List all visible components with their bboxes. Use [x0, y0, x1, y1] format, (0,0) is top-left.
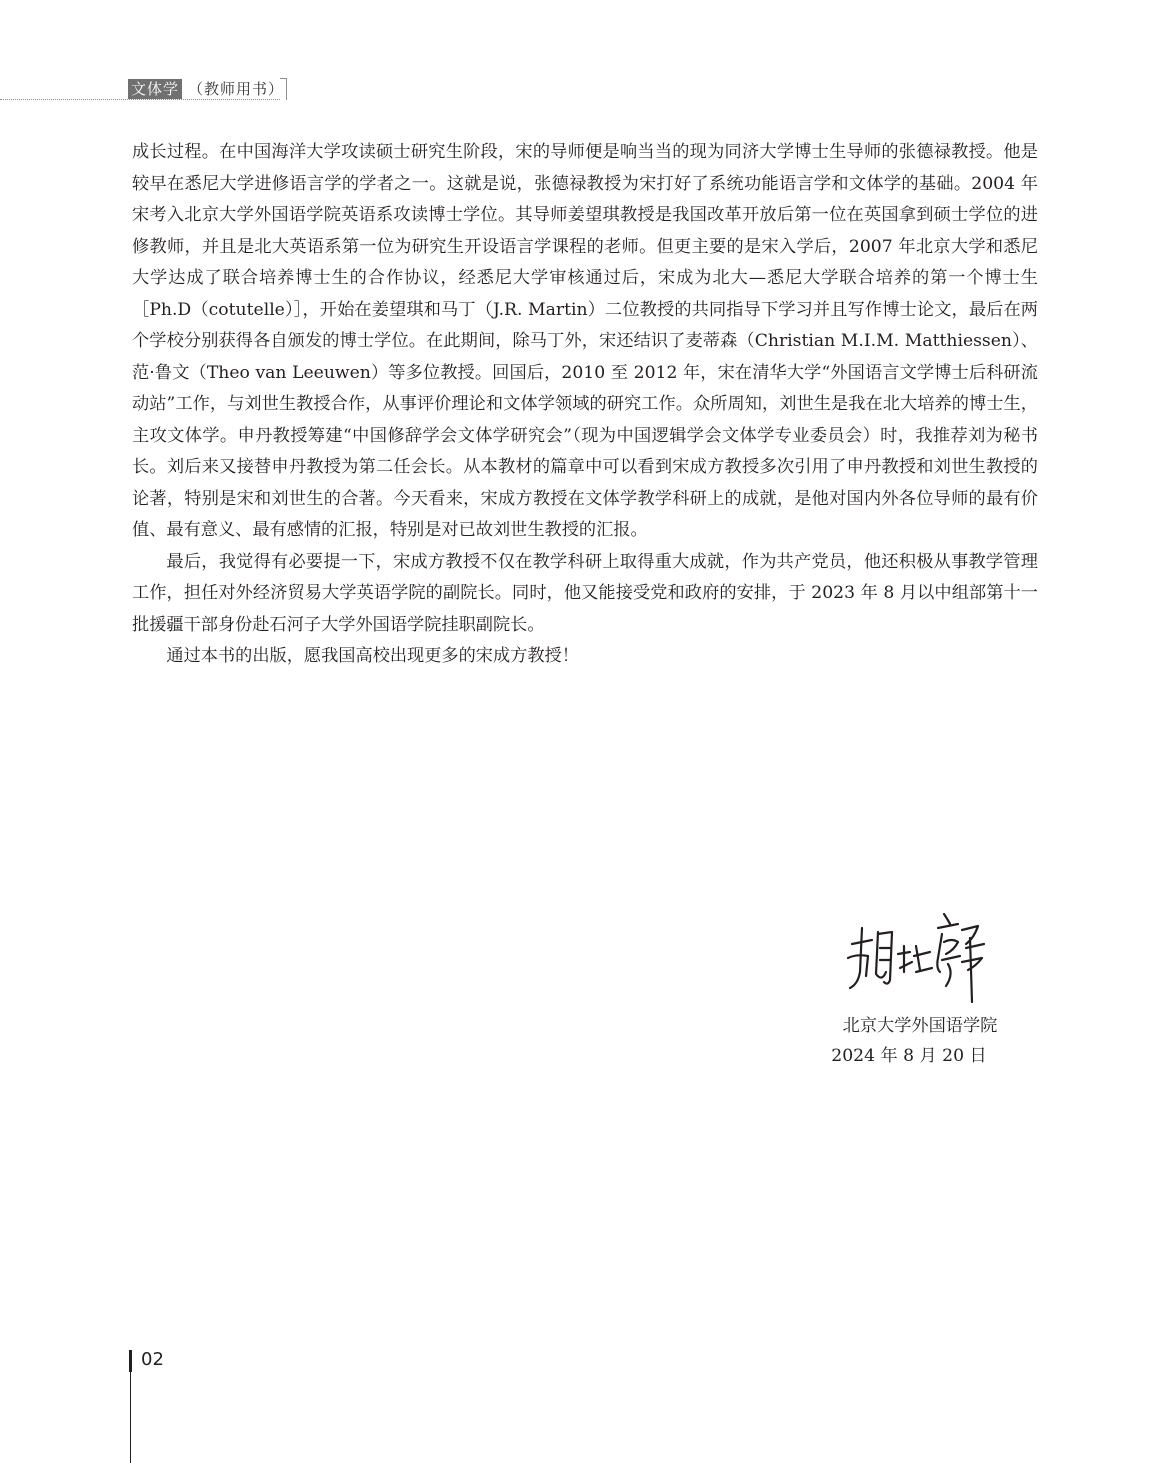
signature-date: 2024 年 8 月 20 日 [831, 1046, 987, 1066]
running-header [0, 78, 310, 102]
handwritten-signature [838, 902, 998, 1010]
paragraph: 最后，我觉得有必要提一下，宋成方教授不仅在教学科研上取得重大成就，作为共产党员，他还积极从事教学管理工作，担任对外经济贸易大学英语学院的副院长。同时，他又能接受党和政府的安排，于 2023 年 8 月以中组部第十一批援疆干部身份赴石河子大学外国语学院挂职副院长。 [132, 551, 1038, 635]
paragraph: 通过本书的出版，愿我国高校出现更多的宋成方教授！ [166, 646, 579, 666]
preface-body [132, 137, 1038, 673]
signature-affiliation: 北京大学外国语学院 [842, 1016, 998, 1036]
book-subtitle: （教师用书） [188, 80, 285, 98]
page-number-marker [129, 1350, 132, 1372]
footer-margin-rule [130, 1372, 131, 1463]
book-title-tag: 文体学 [128, 79, 182, 99]
paragraph-continued: 成长过程。在中国海洋大学攻读硕士研究生阶段，宋的导师便是响当当的现为同济大学博士生导师的张德禄教授。他是较早在悉尼大学进修语言学的学者之一。这就是说，张德禄教授为宋打好了系统功能语言学和文体学的基础。2004 年宋考入北京大学外国语学院英语系攻读博士学位。其导师姜望琪教授是我国改革开放后第一位在英国拿到硕士学位的进修教师，并且是北大英语系第一位为研究生开设语言学课程的老师。但更主要的是宋入学后，2007 年北京大学和悉尼大学达成了联合培养博士生的合作协议，经悉尼大学审核通过后，宋成为北大—悉尼大学联合培养的第一个博士生［Ph.D（cotutelle）］，开始在姜望琪和马丁（J.R. Martin）二位教授的共同指导下学习并且写作博士论文，最后在两个学校分别获得各自颁发的博士学位。在此期间，除马丁外，宋还结识了麦蒂森（Christian M.I.M. Matthiessen）、范·鲁文（Theo van Leeuwen）等多位教授。回国后，2010 至 2012 年，宋在清华大学“外国语言文学博士后科研流动站”工作，与刘世生教授合作，从事评价理论和文体学领域的研究工作。众所周知，刘世生是我在北大培养的博士生，主攻文体学。申丹教授筹建“中国修辞学会文体学研究会”（现为中国逻辑学会文体学专业委员会）时，我推荐刘为秘书长。刘后来又接替申丹教授为第二任会长。从本教材的篇章中可以看到宋成方教授多次引用了申丹教授和刘世生教授的论著，特别是宋和刘世生的合著。今天看来，宋成方教授在文体学教学科研上的成就，是他对国内外各位导师的最有价值、最有意义、最有感情的汇报，特别是对已故刘世生教授的汇报。 [132, 142, 1038, 540]
page-number: 02 [141, 1349, 164, 1370]
header-dotted-rule [0, 99, 280, 100]
